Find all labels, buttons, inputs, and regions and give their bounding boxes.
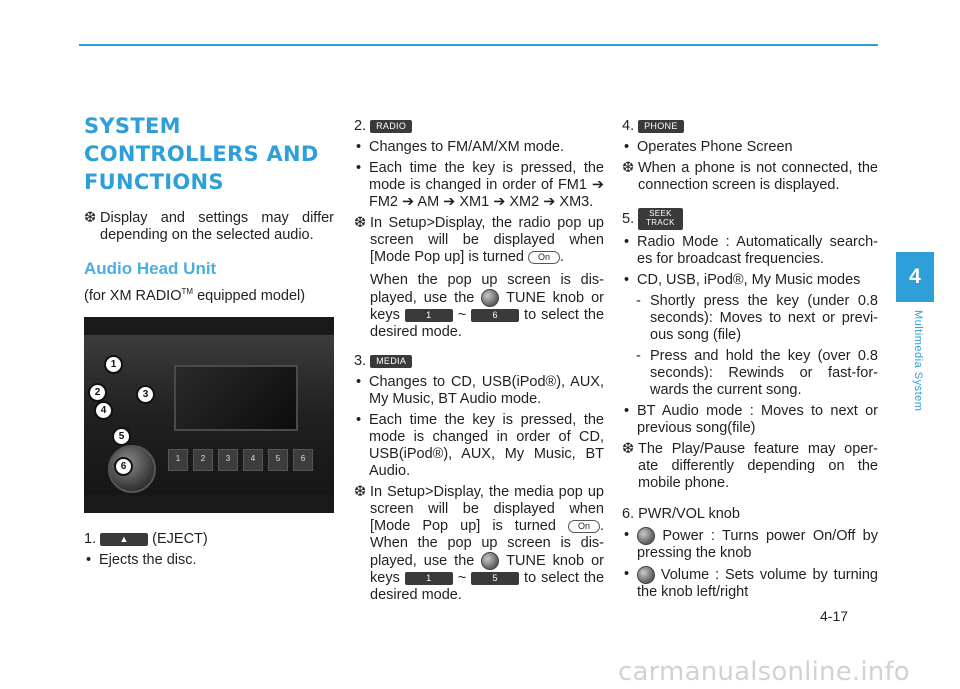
item-5-note-text: The Play/Pause feature may oper- ate differently depending on the mobile phone. [638, 441, 878, 491]
item-3-note-text-b: When the pop up screen is dis- played, use the [370, 535, 604, 569]
note-mark-icon: ❆ [84, 210, 97, 226]
item-1-number: 1. [84, 530, 97, 547]
item-5-bullet-2: • CD, USB, iPod®, My Music modes [622, 272, 878, 289]
power-knob-icon [637, 527, 655, 545]
item-1-label: (EJECT) [152, 530, 208, 547]
callout-1: 1 [104, 355, 123, 374]
note-mark-icon: ❆ [622, 441, 635, 457]
on-indicator-icon: On [528, 251, 560, 264]
item-2-note-text-c: TUNE knob or keys [370, 289, 604, 323]
chapter-label: Multimedia System [912, 310, 924, 412]
preset-key-1-icon: 1 [405, 309, 453, 322]
callout-6: 6 [114, 457, 133, 476]
item-6-bullet-2 [622, 566, 878, 601]
audio-head-unit-heading: Audio Head Unit [84, 259, 217, 278]
item-5-number: 5. [622, 210, 635, 227]
preset-key-1-icon: 1 [405, 572, 453, 585]
section-title: SYSTEM CONTROLLERS AND FUNCTIONS [84, 114, 319, 194]
callout-4: 4 [94, 401, 113, 420]
item-3-note-text-a: In Setup>Display, the media pop up screen will be displayed when [Mode Pop up] is turned [370, 484, 604, 534]
note-mark-icon: ❆ [354, 484, 367, 500]
item-5-note [622, 441, 878, 492]
preset-key-6-icon: 6 [471, 309, 519, 322]
item-5-sub-2 [622, 348, 878, 399]
item-3-bullet-1: • Changes to CD, USB(iPod®), AUX, My Music, BT Audio mode. [354, 374, 604, 408]
model-note [84, 283, 334, 305]
volume-knob-icon [637, 566, 655, 584]
item-3-note: ❆ In Setup>Display, the media pop up screen will be displayed when [Mode Pop up] is turned On . When the pop up screen is dis- played, use the TUNE knob or keys 1 ~ 5 to select the desired mode. [354, 484, 605, 603]
model-note-suffix: equipped model) [193, 287, 306, 304]
item-3-bullet-2: • Each time the key is pressed, the mode is changed in order of CD, USB(iPod®), AUX, My Music, BT Audio. [354, 412, 604, 480]
track-label: TRACK [646, 218, 675, 227]
item-5-bullet-1: • Radio Mode : Automatically search- es for broadcast frequencies. [622, 234, 878, 268]
watermark: carmanualsonline.info [618, 657, 910, 687]
item-4-number: 4. [622, 118, 635, 134]
item-3-note-text-d: to select the desired mode. [370, 570, 605, 603]
dash-mark: - [636, 348, 641, 364]
preset-key: 1 [168, 449, 188, 471]
range-tilde: ~ [457, 307, 467, 323]
item-5-sub-1 [622, 293, 878, 344]
item-2-bullet-1: • Changes to FM/AM/XM mode. [354, 139, 604, 156]
model-note-prefix: (for XM RADIO [84, 287, 182, 304]
item-2-number: 2. [354, 118, 367, 134]
preset-key-row [168, 449, 313, 471]
preset-key: 6 [293, 449, 313, 471]
item-4-note [622, 160, 878, 194]
callout-2: 2 [88, 383, 107, 402]
item-5-heading [622, 208, 878, 230]
seek-label: SEEK [649, 209, 672, 218]
range-tilde: ~ [457, 570, 467, 586]
preset-key-5-icon: 5 [471, 572, 519, 585]
column-middle [354, 112, 604, 608]
item-4-bullet: • Operates Phone Screen [622, 139, 878, 156]
tune-knob-icon [481, 289, 499, 307]
media-button-icon: MEDIA [370, 355, 412, 368]
note-mark-icon: ❆ [622, 160, 635, 176]
callout-5: 5 [112, 427, 131, 446]
radio-button-icon: RADIO [370, 120, 412, 133]
head-unit-photo [84, 317, 334, 513]
preset-key: 2 [193, 449, 213, 471]
seek-track-button-icon [638, 208, 683, 230]
item-2-heading [354, 118, 604, 135]
header-rule [79, 44, 878, 46]
item-6-heading: 6. PWR/VOL knob [622, 506, 740, 522]
preset-key: 3 [218, 449, 238, 471]
item-2-note-text-a: In Setup>Display, the radio pop up screen will be displayed when [Mode Pop up] is turned [370, 215, 604, 265]
tune-knob-icon [481, 552, 499, 570]
item-5-sub-2-text: Press and hold the key (over 0.8 seconds): Rewinds or fast-for- wards the current song. [650, 348, 878, 398]
item-3-heading [354, 353, 604, 370]
item-6-bullet-1 [622, 527, 878, 562]
item-6-bullet-2-text: Volume : Sets volume by turning the knob left/right [637, 566, 878, 600]
item-2-bullet-2: • Each time the key is pressed, the mode is changed in order of FM1 ➔ FM2 ➔ AM ➔ XM1 ➔ XM2 ➔ XM3. [354, 160, 604, 211]
note-mark-icon: ❆ [354, 215, 367, 231]
head-unit-screen [174, 365, 298, 431]
preset-key: 4 [243, 449, 263, 471]
intro-note [84, 210, 334, 244]
item-3-note-text-c: TUNE knob or keys [370, 552, 604, 586]
item-6-bullet-1-text: Power : Turns power On/Off by pressing the knob [637, 527, 878, 561]
item-4-heading [622, 118, 878, 135]
eject-button-icon: ▲ [100, 533, 148, 546]
phone-button-icon: PHONE [638, 120, 684, 133]
dash-mark: - [636, 293, 641, 309]
chapter-tab: 4 [896, 252, 934, 302]
trademark-mark: TM [181, 287, 194, 296]
intro-note-text: Display and settings may differ depending on the selected audio. [100, 210, 334, 243]
item-2-note-text-d: to select the desired mode. [370, 307, 605, 340]
item-5-sub-1-text: Shortly press the key (under 0.8 seconds): Moves to next or previ- ous song (file) [650, 293, 878, 343]
item-4-note-text: When a phone is not connected, the connection screen is displayed. [638, 160, 878, 193]
column-left [84, 112, 334, 573]
item-1-heading [84, 531, 334, 548]
item-3-number: 3. [354, 353, 367, 369]
preset-key: 5 [268, 449, 288, 471]
item-5-bullet-3: • BT Audio mode : Moves to next or previous song(file) [622, 403, 878, 437]
item-1-bullet: • Ejects the disc. [84, 552, 334, 569]
on-indicator-icon: On [568, 520, 600, 533]
page-number: 4-17 [820, 608, 849, 624]
item-2-note: ❆ In Setup>Display, the radio pop up screen will be displayed when [Mode Pop up] is turned On . When the pop up screen is dis- played, use the TUNE knob or keys 1 ~ 6 to select the desired mode. [354, 215, 605, 340]
callout-3: 3 [136, 385, 155, 404]
item-2-note-text-b: When the pop up screen is dis- played, use the [370, 272, 604, 306]
column-right [622, 112, 878, 605]
